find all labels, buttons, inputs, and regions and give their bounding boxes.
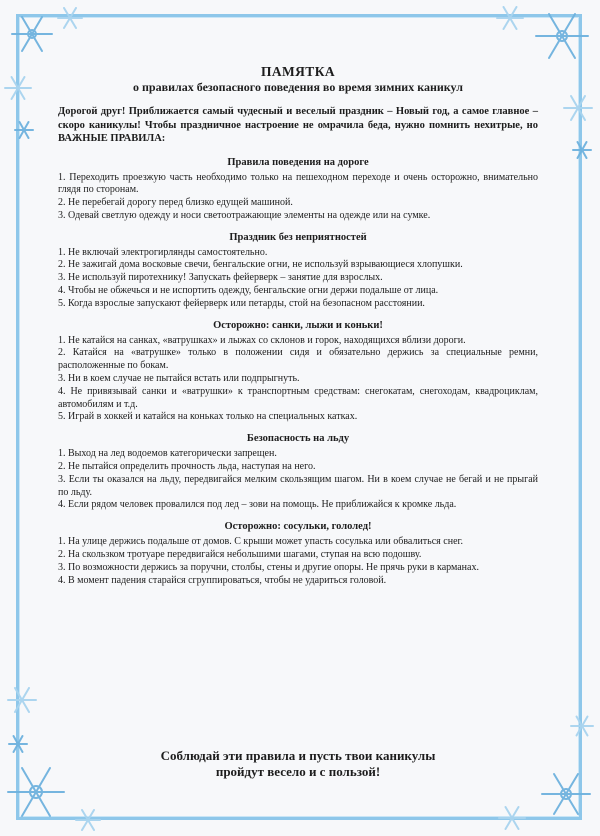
- section-holiday-safety: [58, 231, 538, 311]
- list-item: 1. На улице держись подальше от домов. С крыши может упасть сосулька или обвалиться снег.: [58, 536, 463, 548]
- section-heading: Безопасность на льду: [246, 433, 350, 445]
- list-item: 3. Ни в коем случае не пытайся встать или подпрыгнуть.: [58, 373, 300, 385]
- intro-paragraph: Дорогой друг! Приближается самый чудесный и веселый праздник – Новый год, а самое главное – скоро каникулы! Чтобы праздничное настроение не омрачила беда, нужно помнить нехитрые, но ВАЖНЫЕ ПРАВИЛА:: [58, 106, 538, 144]
- section-road-rules: [58, 156, 538, 223]
- closing-message: [58, 748, 538, 780]
- section-ice-safety: [58, 432, 538, 512]
- list-item: 4. Чтобы не обжечься и не испортить одежду, бенгальские огни держи подальше от лица.: [58, 285, 439, 297]
- section-heading: Праздник без неприятностей: [229, 231, 367, 243]
- list-item: 3. По возможности держись за поручни, столбы, стены и другие опоры. Не прячь руки в карманах.: [58, 561, 479, 573]
- section-heading: Правила поведения на дороге: [227, 156, 369, 168]
- list-item: 2. Не перебегай дорогу перед близко едущей машиной.: [58, 197, 293, 209]
- section-sleds-skis-skates: [58, 319, 538, 425]
- page-title: ПАМЯТКА: [260, 64, 336, 79]
- list-item: 1. Выход на лед водоемов категорически запрещен.: [58, 448, 277, 460]
- list-item: 3. Не используй пиротехнику! Запускать фейерверк – занятие для взрослых.: [58, 272, 383, 284]
- list-item: 5. Играй в хоккей и катайся на коньках только на специальных катках.: [58, 411, 358, 423]
- list-item: 2. Не зажигай дома восковые свечи, бенгальские огни, не используй взрывающиеся хлопушки.: [58, 259, 463, 271]
- page-subtitle: о правилах безопасного поведения во время зимних каникул: [133, 80, 463, 94]
- section-heading: Осторожно: санки, лыжи и коньки!: [213, 319, 383, 331]
- list-item: 4. Если рядом человек провалился под лед – зови на помощь. Не приближайся к кромке льда.: [58, 499, 457, 511]
- list-item: 4. В момент падения старайся сгруппироваться, чтобы не удариться головой.: [58, 574, 387, 586]
- list-item: 1. Не включай электрогирлянды самостоятельно.: [58, 246, 268, 258]
- list-item: 1. Не катайся на санках, «ватрушках» и лыжах со склонов и горок, находящихся вблизи дороги.: [58, 334, 466, 346]
- list-item: 4. Не привязывай санки и «ватрушки» к транспортным средствам: снегокатам, снегоходам, квадроциклам, автомобилям и т.д.: [58, 385, 538, 410]
- section-icicles-black-ice: [58, 520, 538, 587]
- list-item: 3. Если ты оказался на льду, передвигайся мелким скользящим шагом. Ни в коем случае не бегай и не прыгай по льду.: [58, 473, 538, 498]
- list-item: 1. Переходить проезжую часть необходимо только на пешеходном переходе и очень осторожно, внимательно глядя по сторонам.: [58, 171, 538, 196]
- closing-line-2: пройдут весело и с пользой!: [215, 764, 381, 779]
- list-item: 5. Когда взрослые запускают фейерверк или петарды, стой на безопасном расстоянии.: [58, 297, 425, 309]
- list-item: 2. Не пытайся определить прочность льда, наступая на него.: [58, 461, 316, 473]
- list-item: 2. Катайся на «ватрушке» только в положении сидя и обязательно держись за специальные ремни, расположенные по бокам.: [58, 347, 538, 372]
- memo-content: [58, 64, 538, 587]
- section-heading: Осторожно: сосульки, гололед!: [224, 521, 372, 533]
- list-item: 3. Одевай светлую одежду и носи светоотражающие элементы на одежде или на сумке.: [58, 209, 431, 221]
- closing-line-1: Соблюдай эти правила и пусть твои каникулы: [160, 748, 436, 763]
- list-item: 2. На скользком тротуаре передвигайся небольшими шагами, ступая на всю подошву.: [58, 549, 422, 561]
